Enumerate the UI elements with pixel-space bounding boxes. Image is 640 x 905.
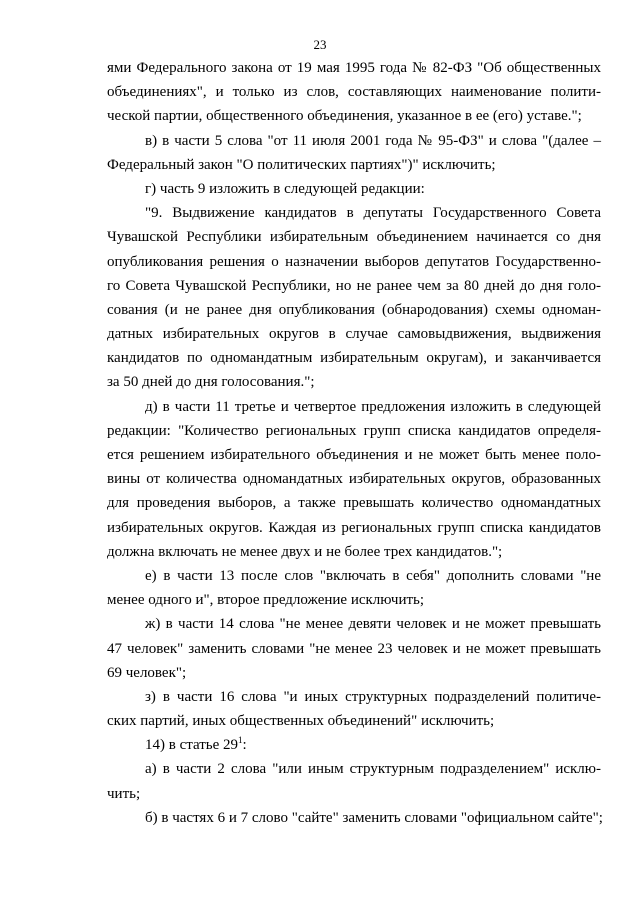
paragraph-a: а) в части 2 слова "или иным структурным подразделением" исклю- <box>145 761 601 778</box>
text-line: для проведения выборов, а также превышать количество одномандатных <box>107 495 601 512</box>
text-line: ческой партии, общественного объединения, указанное в ее (его) уставе."; <box>107 108 582 125</box>
paragraph-b: б) в частях 6 и 7 слово "сайте" заменить словами "официальном сайте"; <box>145 809 603 826</box>
text-line: менее одного и", второе предложение исключить; <box>107 592 425 609</box>
text-line: вины от количества одномандатных избирательных округов, образованных <box>107 471 601 488</box>
text-line: чить; <box>107 785 141 802</box>
text-line: ских партий, иных общественных объединений" исключить; <box>107 713 495 730</box>
text-line: ями Федерального закона от 19 мая 1995 года № 82-ФЗ "Об общественных <box>107 60 601 76</box>
page-number: 23 <box>313 37 327 52</box>
article-superscript: 1 <box>238 735 243 746</box>
item-14-suffix: : <box>242 737 247 754</box>
paragraph-e: е) в части 13 после слов "включать в себя" дополнить словами "не <box>145 567 601 584</box>
document-body <box>107 56 601 830</box>
quoted-paragraph-9: "9. Выдвижение кандидатов в депутаты Государственного Совета <box>145 205 601 222</box>
text-line: Чувашской Республики избирательным объединением начинается со дня <box>107 229 601 246</box>
text-line: сования (и не ранее дня опубликования (обнародования) схемы одноман- <box>107 301 601 318</box>
item-14-text: 14) в статье 29 <box>145 737 239 754</box>
text-line: Федеральный закон "О политических партиях")" исключить; <box>107 156 496 173</box>
item-14-heading <box>107 733 601 757</box>
text-line: 47 человек" заменить словами "не менее 23 человек и не может превышать <box>107 640 601 657</box>
text-line: опубликования решения о назначении выборов депутатов Государственно- <box>107 253 601 270</box>
text-line: 69 человек"; <box>107 664 187 681</box>
text-line: объединениях", и только из слов, составляющих наименование полити- <box>107 84 601 101</box>
text-line: ется решением избирательного объединения и не может быть менее поло- <box>107 447 601 463</box>
paragraph-d: д) в части 11 третье и четвертое предложения изложить в следующей <box>145 398 601 415</box>
text-line: должна включать не менее двух и не более трех кандидатов."; <box>107 543 503 560</box>
paragraph-v: в) в части 5 слова "от 11 июля 2001 года № 95-ФЗ" и слова "(далее – <box>145 132 601 149</box>
paragraph-z: з) в части 16 слова "и иных структурных подразделений политиче- <box>145 688 601 705</box>
text-line: го Совета Чувашской Республики, но не ранее чем за 80 дней до дня голо- <box>107 277 601 294</box>
text-line: кандидатов по одномандатным избирательным округам), и заканчивается <box>107 350 601 367</box>
text-line: за 50 дней до дня голосования."; <box>107 374 315 391</box>
paragraph-g: г) часть 9 изложить в следующей редакции: <box>145 180 425 197</box>
paragraph-zh: ж) в части 14 слова "не менее девяти человек и не может превышать <box>145 616 601 633</box>
text-line: датных избирательных округов в случае самовыдвижения, выдвижения <box>107 326 601 343</box>
text-line: редакции: "Количество региональных групп списка кандидатов определя- <box>107 422 601 439</box>
text-line: избирательных округов. Каждая из региональных групп списка кандидатов <box>107 519 601 536</box>
